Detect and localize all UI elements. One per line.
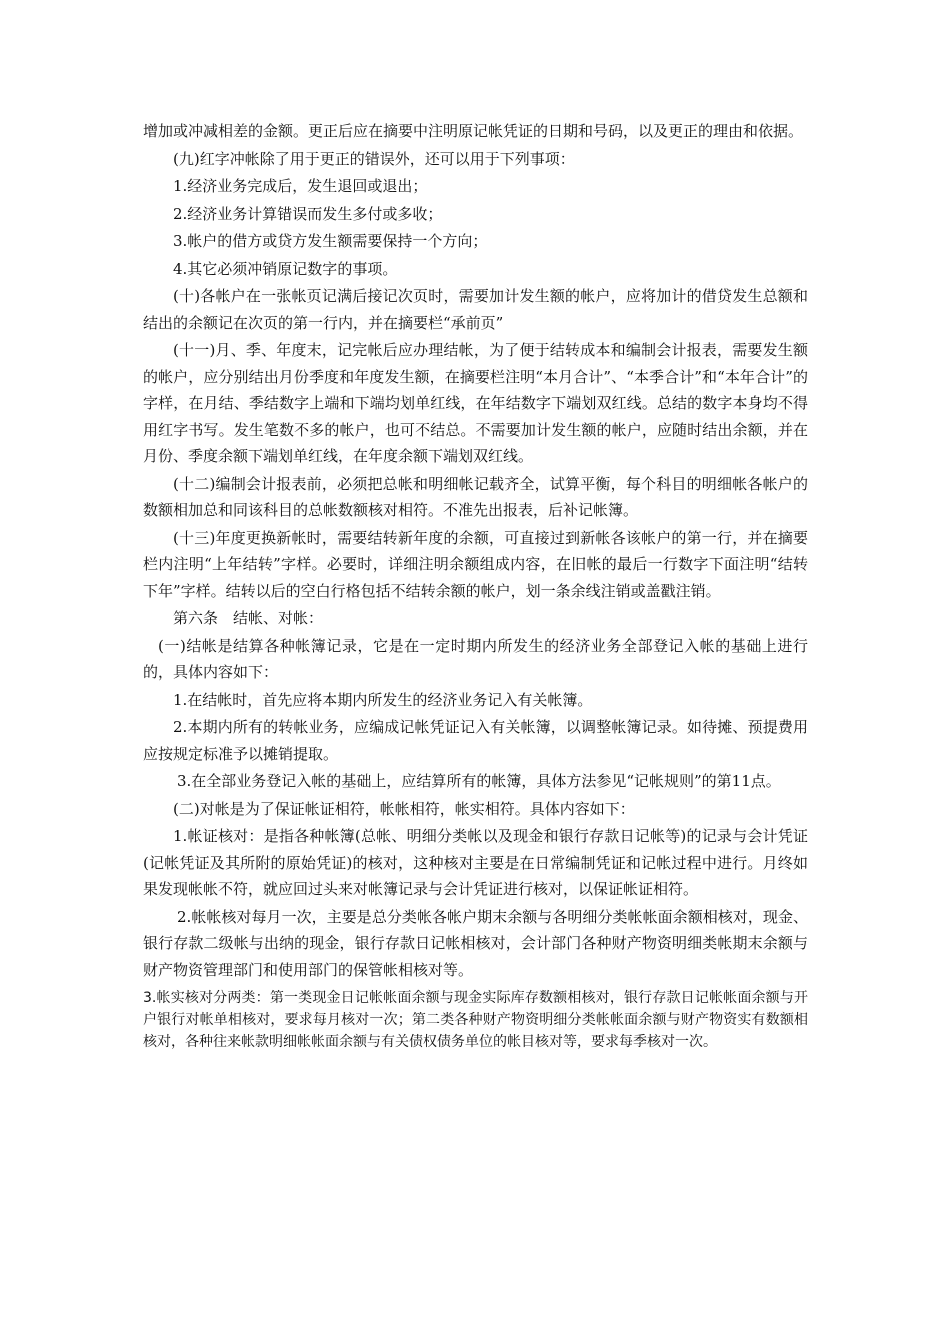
paragraph-item-10: (十)各帐户在一张帐页记满后接记次页时，需要加计发生额的帐户，应将加计的借贷发生总额和结出的余额记在次页的第一行内，并在摘要栏“承前页” [143,287,808,332]
list-item: 4.其它必须冲销原记数字的事项。 [173,259,398,278]
paragraph-item-12: (十二)编制会计报表前，必须把总帐和明细帐记载齐全，试算平衡，每个科目的明细帐各帐户的数额相加总和同该科目的总帐数额核对相符。不准先出报表，后补记帐簿。 [143,474,808,519]
paragraph-continuation: 增加或冲减相差的金额。更正后应在摘要中注明原记帐凭证的日期和号码，以及更正的理由和依据。 [143,122,804,140]
list-item: 2.经济业务计算错误而发生多付或多收； [173,204,443,223]
list-item: 3.帐实核对分两类：第一类现金日记帐帐面余额与现金实际库存数额相核对，银行存款日记帐帐面余额与开户银行对帐单相核对，要求每月核对一次；第二类各种财产物资明细分类帐帐面余额与财产物资实有数额相核对，各种往来帐款明细帐帐面余额与有关债权债务单位的帐目核对等，要求每季核对一次。 [143,990,808,1050]
list-item: 2.本期内所有的转帐业务，应编成记帐凭证记入有关帐簿，以调整帐簿记录。如待摊、预提费用应按规定标准予以摊销提取。 [143,718,808,763]
paragraph-section-2: (二)对帐是为了保证帐证相符，帐帐相符，帐实相符。具体内容如下： [173,799,635,818]
list-item: 1.帐证核对：是指各种帐簿(总帐、明细分类帐以及现金和银行存款日记帐等)的记录与会计凭证(记帐凭证及其所附的原始凭证)的核对，这种核对主要是在日常编制凭证和记帐过程中进行。月终如果发现帐帐不符，就应回过头来对帐簿记录与会计凭证进行核对，以保证帐证相符。 [143,827,808,898]
paragraph-section-1: (一)结帐是结算各种帐簿记录，它是在一定时期内所发生的经济业务全部登记入帐的基础上进行的，具体内容如下： [143,636,808,681]
document-body [143,118,808,1053]
list-item: 1.经济业务完成后，发生退回或退出； [173,177,428,195]
list-item: 2.帐帐核对每月一次，主要是总分类帐各帐户期末余额与各明细分类帐帐面余额相核对，现金、银行存款二级帐与出纳的现金，银行存款日记帐相核对，会计部门各种财产物资明细类帐期末余额与财产物资管理部门和使用部门的保管帐相核对等。 [143,907,808,979]
list-item: 3.在全部业务登记入帐的基础上，应结算所有的帐簿，具体方法参见“记帐规则”的第11点。 [177,772,781,790]
paragraph-item-9: (九)红字冲帐除了用于更正的错误外，还可以用于下列事项： [173,149,575,168]
list-item: 1.在结帐时，首先应将本期内所发生的经济业务记入有关帐簿。 [173,690,593,709]
paragraph-item-11: (十一)月、季、年度末，记完帐后应办理结帐，为了便于结转成本和编制会计报表，需要发生额的帐户，应分别结出月份季度和年度发生额，在摘要栏注明“本月合计”、“本季合计”和“本年合计”的字样，在月结、季结数字上端和下端均划单红线，在年结数字下端划双红线。总结的数字本身均不得用红字书写。发生笔数不多的帐户，也可不结总。不需要加计发生额的帐户，应随时结出余额，并在月份、季度余额下端划单红线，在年度余额下端划双红线。 [143,341,808,465]
list-item: 3.帐户的借方或贷方发生额需要保持一个方向； [173,232,488,250]
paragraph-item-13: (十三)年度更换新帐时，需要结转新年度的余额，可直接过到新帐各该帐户的第一行，并在摘要栏内注明“上年结转”字样。必要时，详细注明余额组成内容，在旧帐的最后一行数字下面注明“结转下年”字样。结转以后的空白行格包括不结转余额的帐户，划一条余线注销或盖戳注销。 [143,528,808,600]
article-heading: 第六条 结帐、对帐： [173,609,324,627]
